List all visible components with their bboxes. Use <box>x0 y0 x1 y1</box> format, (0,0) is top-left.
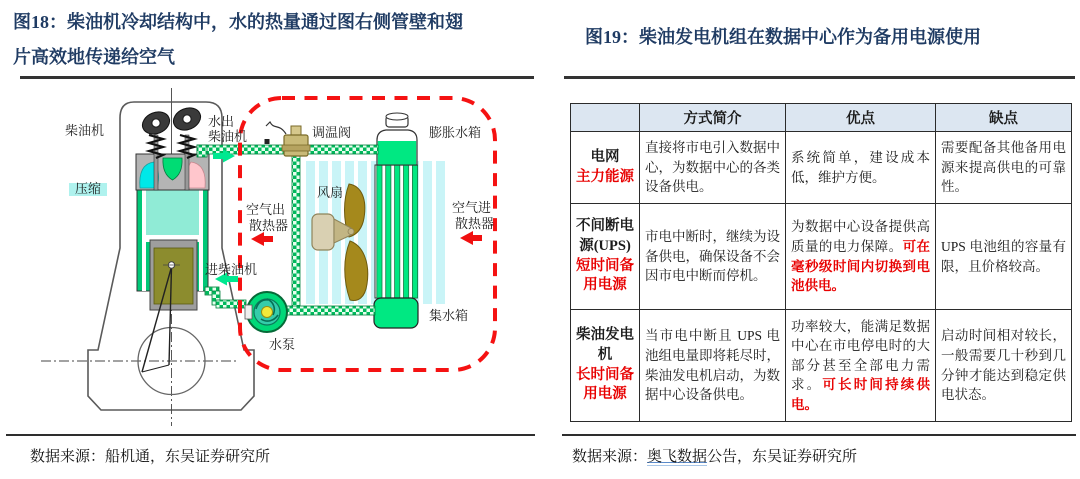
row-label-ups <box>571 204 640 310</box>
header-empty <box>571 104 640 132</box>
cell-pros <box>786 132 936 204</box>
row-name: 不间断电源(UPS) <box>576 218 634 254</box>
row-label-grid <box>571 132 640 204</box>
pros-text: 系统简单，建设成本低，维护方便。 <box>791 149 930 185</box>
label-water-out-2: 柴油机 <box>208 129 248 144</box>
cell-cons: 启动时间相对较长，一般需要几十秒到几分钟才能达到稳定供电状态。 <box>936 310 1072 422</box>
cooling-system-diagram <box>20 88 535 433</box>
header-pros: 优点 <box>786 104 936 132</box>
figure-19-title: 图19：柴油发电机组在数据中心作为备用电源使用 <box>585 27 981 47</box>
water-pump <box>245 292 287 332</box>
header-intro: 方式简介 <box>640 104 786 132</box>
table-row-grid <box>571 132 1072 204</box>
table-row-diesel-generator <box>571 310 1072 422</box>
row-role: 长时间备用电源 <box>576 366 634 403</box>
source-company-link[interactable]: 奥飞数据 <box>647 449 708 465</box>
power-source-table <box>570 103 1072 422</box>
row-label-diesel <box>571 310 640 422</box>
radiator <box>374 113 418 328</box>
pros-text: 功率较大，能满足数据中心在市电停电时的大部分甚至全部电力需求。 <box>791 318 930 393</box>
source-rule-left <box>6 434 535 436</box>
cell-intro: 直接将市电引入数据中心，为数据中心的各类设备供电。 <box>640 132 786 204</box>
source-rule-right <box>562 434 1076 436</box>
pros-highlight: 可长时间持续供电。 <box>791 377 930 412</box>
air-in-arrow <box>460 231 482 245</box>
label-water-in: 进柴油机 <box>205 262 258 277</box>
pros-text: 为数据中心设备提供高质量的电力保障。 <box>791 219 930 254</box>
source-prefix: 数据来源： <box>572 449 648 465</box>
label-air-in-1: 空气进 <box>452 200 492 215</box>
label-fan: 风扇 <box>317 185 344 200</box>
air-out-arrow <box>251 232 273 246</box>
table-header-row <box>571 104 1072 132</box>
row-name: 柴油发电机 <box>576 327 634 363</box>
label-compression: 压缩 <box>74 181 102 196</box>
title-rule-left <box>20 76 534 79</box>
label-air-out-2: 散热器 <box>249 218 289 233</box>
label-air-in-2: 散热器 <box>455 216 495 231</box>
row-role: 主力能源 <box>576 168 634 185</box>
fan-motor <box>312 214 334 250</box>
coolant-jacket <box>146 188 199 235</box>
label-thermostat-valve: 调温阀 <box>312 125 352 140</box>
label-collecting-tank: 集水箱 <box>429 308 469 323</box>
label-air-out-1: 空气出 <box>246 202 286 217</box>
pros-highlight: 可在毫秒级时间内切换到电池供电。 <box>791 238 931 294</box>
cell-pros <box>786 204 936 310</box>
figure-18-title: 图18：柴油机冷却结构中，水的热量通过图右侧管壁和翅片高效地传递给空气 <box>13 12 463 67</box>
cell-intro: 当市电中断且 UPS 电池组电量即将耗尽时，柴油发电机启动，为数据中心设备供电。 <box>640 310 786 422</box>
header-cons: 缺点 <box>936 104 1072 132</box>
table-row-ups <box>571 204 1072 310</box>
label-water-out-1: 水出 <box>208 114 235 129</box>
cell-intro: 市电中断时，继续为设备供电，确保设备不会因市电中断而停机。 <box>640 204 786 310</box>
expansion-tank <box>377 113 417 165</box>
row-role: 短时间备用电源 <box>576 257 634 294</box>
cell-pros <box>786 310 936 422</box>
cell-cons: UPS 电池组的容量有限，且价格较高。 <box>936 204 1072 310</box>
collecting-tank <box>374 298 418 328</box>
label-engine: 柴油机 <box>65 123 105 138</box>
figure-18-source: 数据来源：船机通，东吴证券研究所 <box>30 449 271 465</box>
title-rule-right <box>564 76 1075 79</box>
label-water-pump: 水泵 <box>269 337 296 352</box>
label-expansion-tank: 膨胀水箱 <box>429 125 482 140</box>
row-name: 电网 <box>590 148 620 165</box>
source-suffix: 公告，东吴证券研究所 <box>707 449 858 465</box>
figure-19-source <box>572 445 857 466</box>
cell-cons: 需要配备其他备用电源来提高供电的可靠性。 <box>936 132 1072 204</box>
